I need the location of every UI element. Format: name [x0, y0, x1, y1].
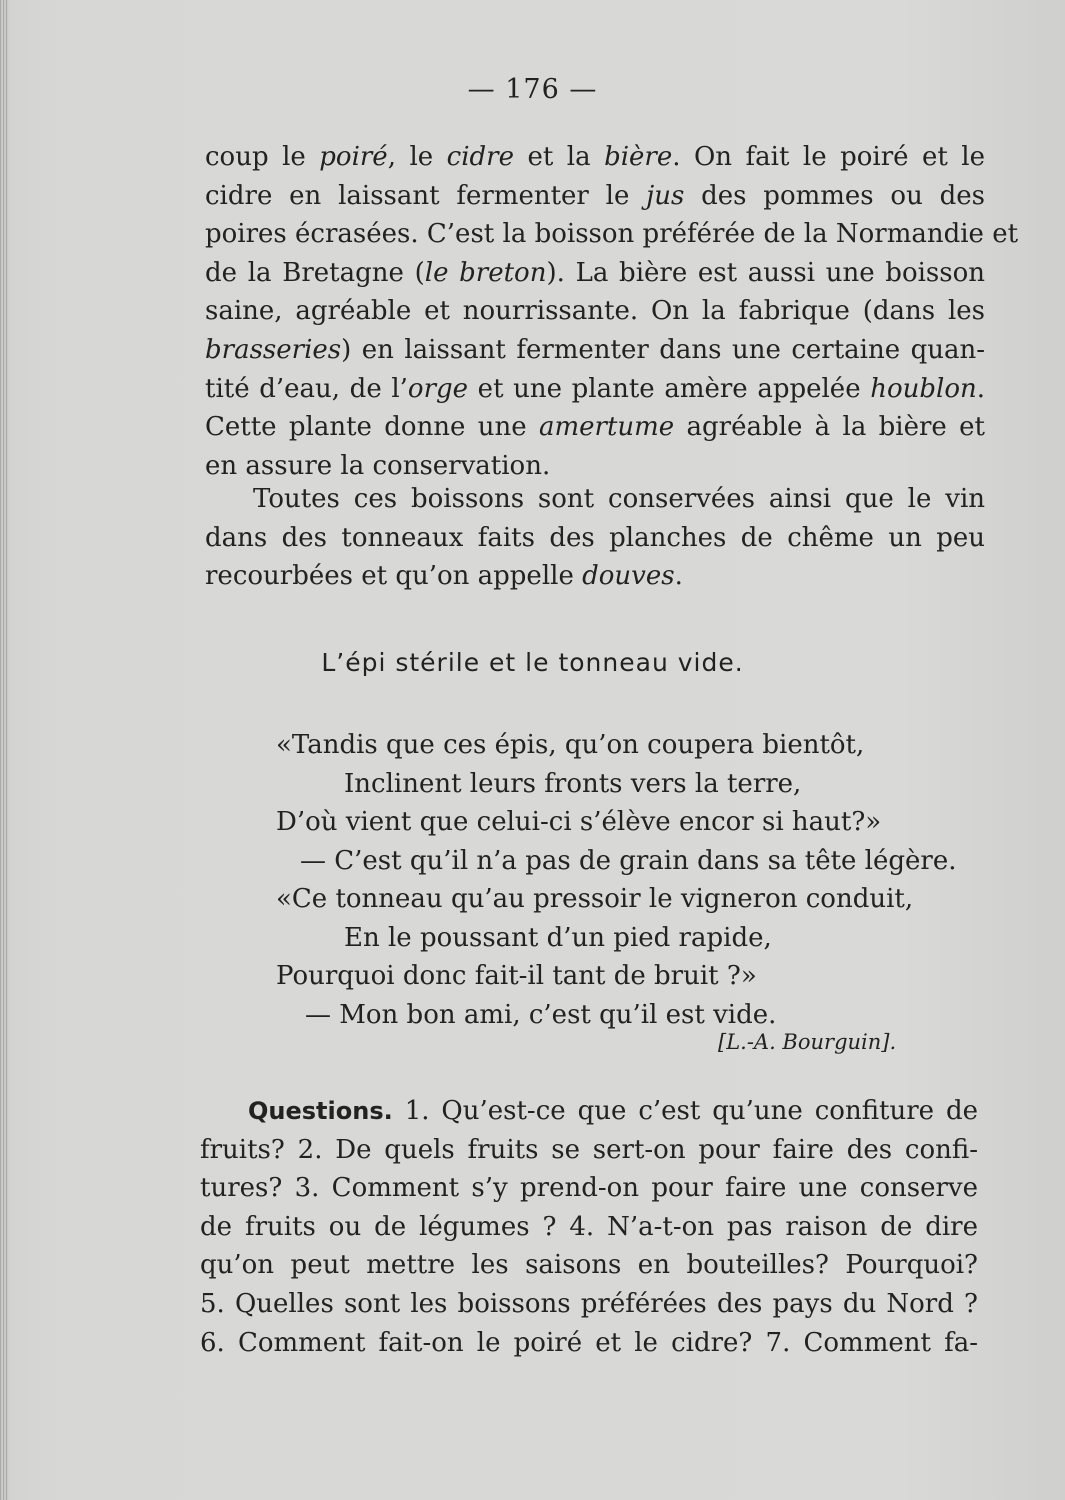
text-line: en assure la conservation. — [205, 450, 551, 481]
text-line: brasseries) en laissant fermenter dans une certaine quan- — [205, 334, 985, 365]
poem-line: En le poussant d’un pied rapide, — [344, 923, 772, 953]
poem-line: Pourquoi donc fait-il tant de bruit ?» — [276, 961, 757, 991]
emphasized-term: douves — [582, 561, 675, 592]
questions-line: 6. Comment fait-on le poiré et le cidre? 7. Comment fa- — [200, 1327, 978, 1358]
poem-line: Inclinent leurs fronts vers la terre, — [344, 769, 802, 799]
emphasized-term: jus — [646, 180, 685, 211]
text-line: Cette plante donne une amertume agréable à la bière et — [205, 412, 985, 443]
questions-line — [200, 1092, 978, 1131]
emphasized-term: houblon — [870, 373, 977, 404]
questions-line: de fruits ou de légumes ? 4. N’a-t-on pas raison de dire — [200, 1211, 978, 1242]
text-line: coup le poiré, le cidre et la bière. On fait le poiré et le — [205, 142, 986, 172]
text-line: cidre en laissant fermenter le jus des pommes ou des — [205, 180, 985, 211]
text-line: Toutes ces boissons sont conservées ainsi que le vin — [253, 484, 985, 514]
questions-line: qu’on peut mettre les saisons en bouteilles? Pourquoi? — [200, 1250, 978, 1281]
poem-line: D’où vient que celui-ci s’élève encor si haut?» — [276, 807, 882, 837]
poem-line: — C’est qu’il n’a pas de grain dans sa tête légère. — [300, 846, 957, 876]
emphasized-term: amertume — [538, 412, 675, 443]
questions-label: Questions. — [248, 1097, 393, 1125]
emphasized-term: le breton — [424, 257, 547, 288]
emphasized-term: brasseries — [205, 334, 342, 365]
page-edge — [0, 0, 8, 1500]
attribution: [L.-A. Bourguin]. — [718, 1030, 897, 1054]
text-line: tité d’eau, de l’orge et une plante amère appelée houblon. — [205, 373, 985, 404]
questions — [200, 1092, 978, 1362]
emphasized-term: orge — [407, 373, 469, 404]
questions-line: 5. Quelles sont les boissons préférées des pays du Nord ? — [200, 1288, 978, 1319]
paragraph-1 — [205, 138, 1019, 485]
text-line: poires écrasées. C’est la boisson préférée de la Normandie et — [205, 219, 1019, 250]
poem-title: L’épi stérile et le tonneau vide. — [321, 648, 744, 677]
question-text: 1. Qu’est-ce que c’est qu’une confiture de — [404, 1096, 979, 1126]
poem-line: — Mon bon ami, c’est qu’il est vide. — [305, 1000, 777, 1030]
poem-line: «Ce tonneau qu’au pressoir le vigneron conduit, — [276, 884, 914, 914]
text-line: recourbées et qu’on appelle douves. — [205, 561, 683, 592]
questions-line: tures? 3. Comment s’y prend-on pour faire une conserve — [200, 1173, 978, 1204]
text-line: dans des tonneaux faits des planches de chême un peu — [205, 522, 985, 553]
poem-line: «Tandis que ces épis, qu’on coupera bientôt, — [276, 730, 865, 760]
questions-line: fruits? 2. De quels fruits se sert-on pour faire des confi- — [200, 1134, 978, 1165]
paragraph-2 — [205, 480, 985, 596]
emphasized-term: cidre — [446, 142, 514, 172]
text-line: saine, agréable et nourrissante. On la fabrique (dans les — [205, 296, 985, 327]
text-line: de la Bretagne (le breton). La bière est aussi une boisson — [205, 257, 986, 288]
emphasized-term: bière — [604, 142, 673, 172]
page-number: — 176 — — [467, 74, 598, 105]
emphasized-term: poiré — [319, 142, 388, 172]
